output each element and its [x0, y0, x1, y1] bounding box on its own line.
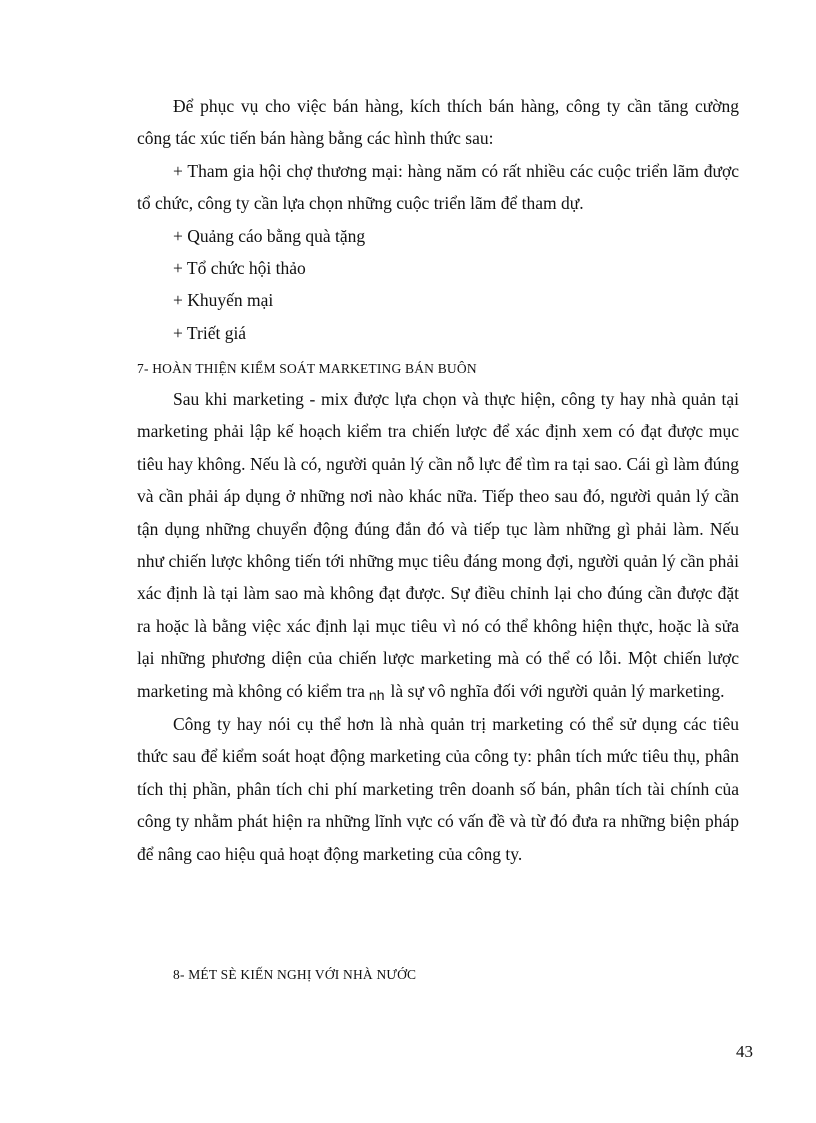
- list-item-sales-promotion: + Khuyến mại: [173, 290, 274, 311]
- list-item-trade-fair: + Tham gia hội chợ thương mại: hàng năm có rất nhiều các cuộc triển lãm được tổ chức, công ty cần lựa chọn những cuộc triển lãm để tham dự.: [137, 160, 739, 214]
- paragraph-marketing-control-text: Sau khi marketing - mix được lựa chọn và thực hiện, công ty hay nhà quản tại marketing phải lập kế hoạch kiểm tra chiến lược để xác định xem có đạt được mục tiêu hay không. Nếu là có, người quản lý cần nỗ lực để tìm ra tại sao. Cái gì làm đúng và cần phải áp dụng ở những nơi nào khác nữa. Tiếp theo sau đó, người quản lý cần tận dụng những chuyển động đúng đắn đó và tiếp tục làm những gì phải làm. Nếu như chiến lược không tiến tới những mục tiêu đáng mong đợi, người quản lý cần phải xác định là tại làm sao mà không đạt được. Sự điều chỉnh lại cho đúng cần được đặt ra hoặc là bằng việc xác định lại mục tiêu vì nó có thể không hiện thực, hoặc là sửa lại những phương diện của chiến lược marketing mà có thể có lỗi. Một chiến lược marketing mà không có kiểm tra: [137, 389, 739, 701]
- page-number: 43: [736, 1042, 753, 1061]
- list-item-gift-advertising: + Quảng cáo bằng quà tặng: [173, 225, 366, 246]
- paragraph-promotion-intro: Để phục vụ cho việc bán hàng, kích thích bán hàng, công ty cần tăng cường công tác xúc tiến bán hàng bằng các hình thức sau:: [137, 96, 739, 149]
- list-item-discount: + Triết giá: [173, 322, 247, 343]
- heading-section-7: 7- HOÀN THIỆN KIỂM SOÁT MARKETING BÁN BUÔN: [137, 361, 477, 376]
- stray-mark: nh: [368, 686, 385, 703]
- paragraph-control-criteria: Công ty hay nói cụ thể hơn là nhà quản trị marketing có thể sử dụng các tiêu thức sau để kiểm soát hoạt động marketing của công ty: phân tích mức tiêu thụ, phân tích thị phần, phân tích chi phí marketing trên doanh số bán, phân tích tài chính của công ty nhằm phát hiện ra những lĩnh vực có vấn đề và từ đó đưa ra những biện pháp để nâng cao hiệu quả hoạt động marketing của công ty.: [137, 714, 739, 864]
- paragraph-marketing-control: [137, 383, 739, 708]
- section-marketing-control: [137, 383, 739, 870]
- list-item-seminar: + Tổ chức hội thảo: [173, 258, 306, 279]
- section-promotion: [137, 90, 739, 349]
- paragraph-marketing-control-end: là sự vô nghĩa đối với người quản lý marketing.: [390, 680, 725, 701]
- heading-section-8: 8- MÉT SÈ KIẾN NGHỊ VỚI NHÀ NƯỚC: [173, 967, 417, 982]
